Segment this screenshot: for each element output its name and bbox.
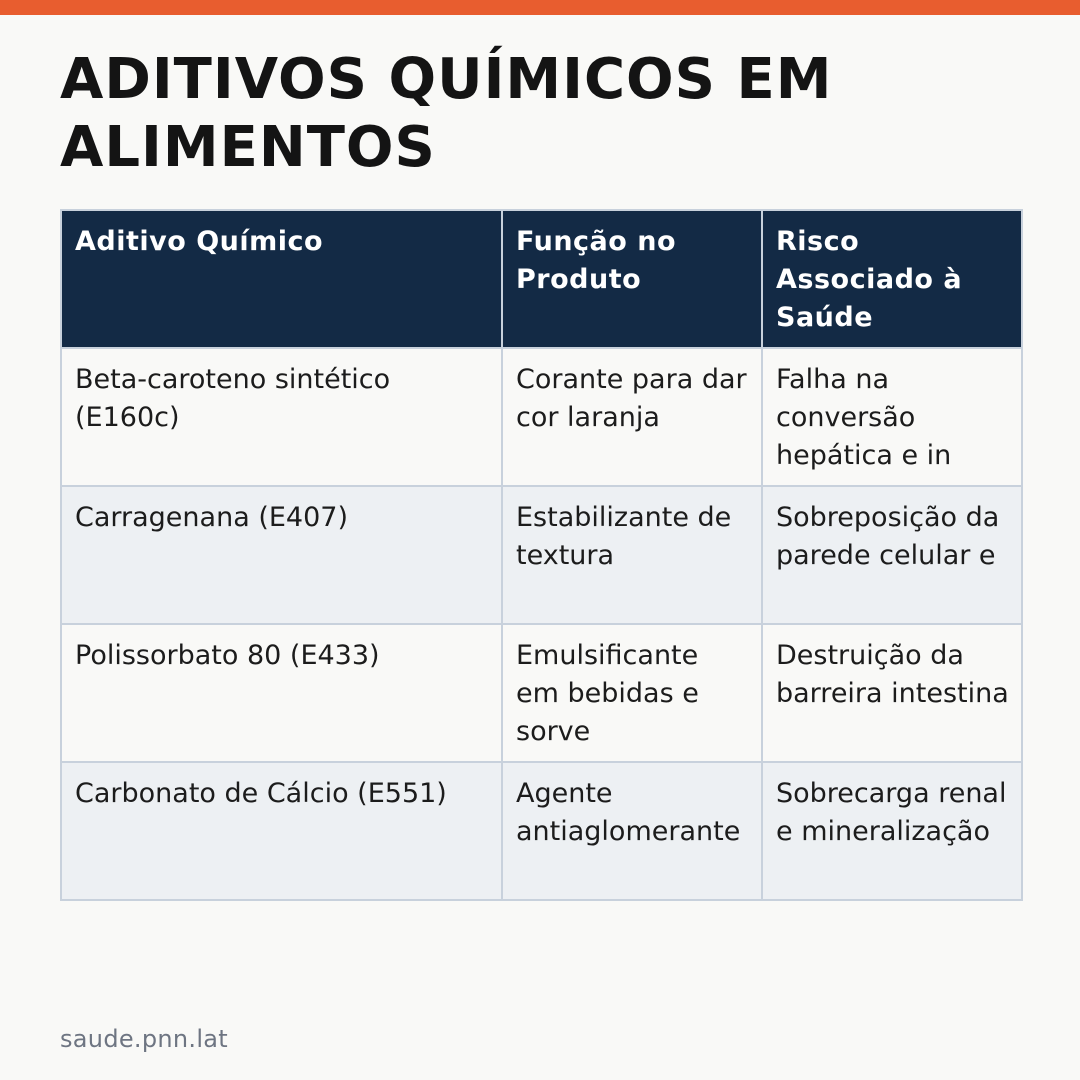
accent-bar (0, 0, 1080, 15)
cell-additive: Carragenana (E407) (61, 486, 502, 624)
table-header-row (61, 210, 1022, 348)
cell-risk: Sobrecarga renal e mineralização (762, 762, 1022, 900)
cell-function: Estabilizante de textura (502, 486, 762, 624)
page-title: ADITIVOS QUÍMICOS EM ALIMENTOS (60, 47, 833, 180)
header-risk: Risco Associado à Saúde (762, 210, 1022, 348)
cell-additive: Beta-caroteno sintético (E160c) (61, 348, 502, 486)
cell-risk: Sobreposição da parede celular e (762, 486, 1022, 624)
table-row (61, 624, 1022, 762)
cell-additive: Carbonato de Cálcio (E551) (61, 762, 502, 900)
cell-function: Agente antiaglomerante (502, 762, 762, 900)
table-row (61, 486, 1022, 624)
table-row (61, 762, 1022, 900)
cell-risk: Falha na conversão hepática e in (762, 348, 1022, 486)
cell-risk: Destruição da barreira intestina (762, 624, 1022, 762)
table-row (61, 348, 1022, 486)
header-function: Função no Produto (502, 210, 762, 348)
additives-table (60, 209, 1023, 901)
header-additive: Aditivo Químico (61, 210, 502, 348)
cell-additive: Polissorbato 80 (E433) (61, 624, 502, 762)
cell-function: Emulsificante em bebidas e sorve (502, 624, 762, 762)
cell-function: Corante para dar cor laranja (502, 348, 762, 486)
site-url: saude.pnn.lat (60, 1025, 229, 1053)
